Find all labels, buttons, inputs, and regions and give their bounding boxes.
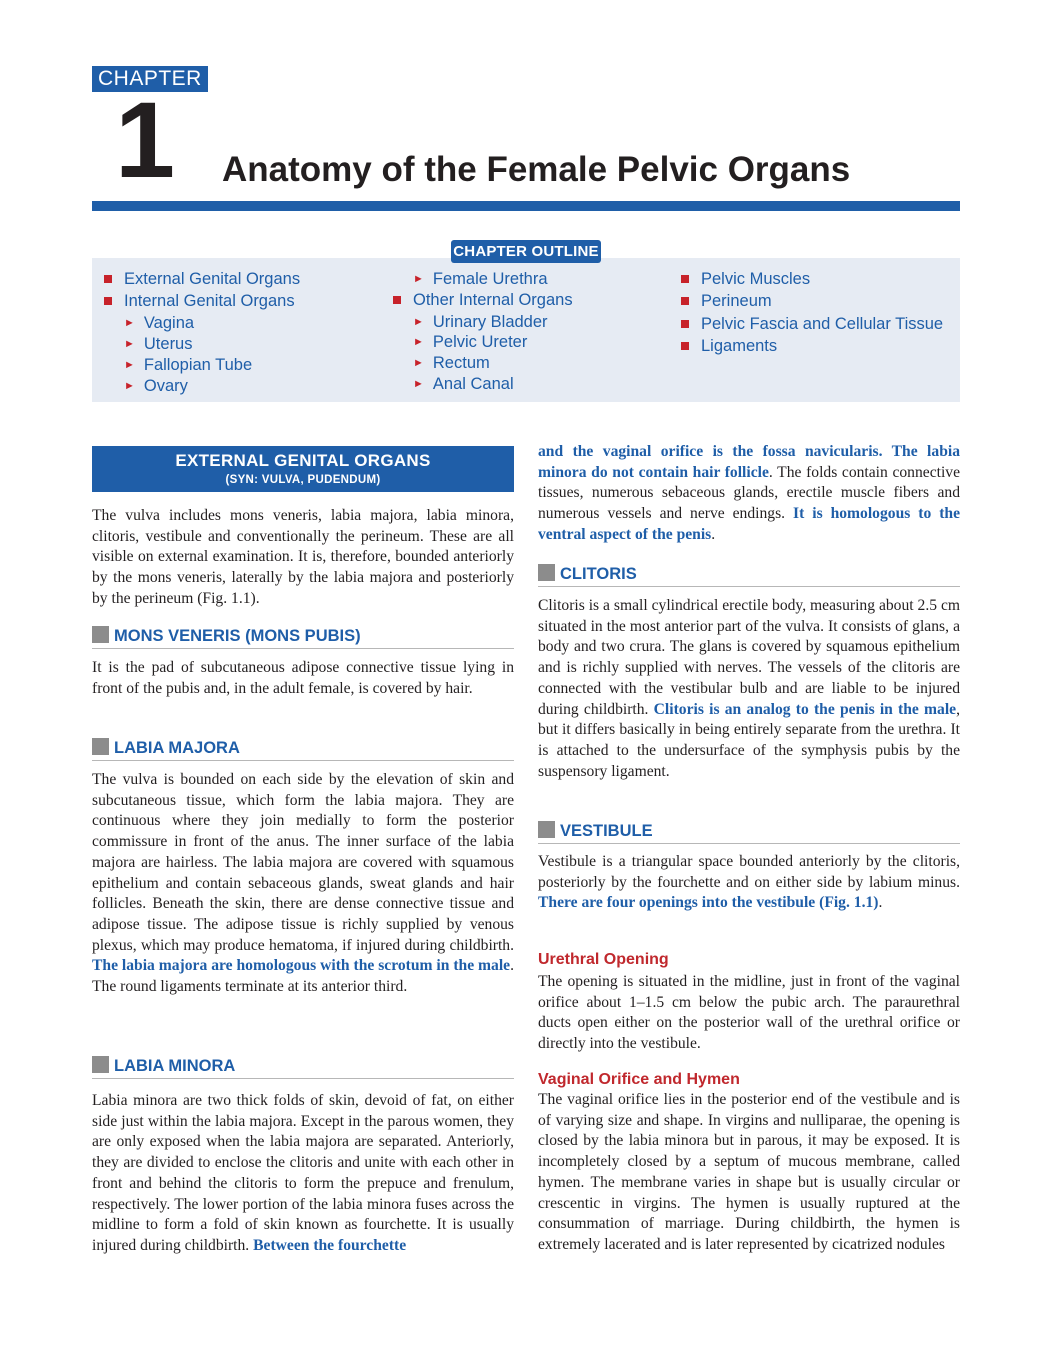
- highlight-text: It is homologous to the ventral aspect of the penis: [538, 505, 960, 543]
- labia-majora-paragraph: The vulva is bounded on each side by the elevation of skin and subcutaneous tissue, which form the labia majora. They are continuous where they join medially to form the posterior commissure in front of the anus. The inner surface of the labia majora are hairless. The labia majora are covered with squamous epithelium and contain sebaceous glands, sweat glands and hair follicles. Beneath the skin, there are dense connective tissue and adipose tissue. The adipose tissue is richly supplied by venous plexus, which may produce hematoma, if injured during childbirth. The labia majora are homologous with the scrotum in the male. The round ligaments terminate at its anterior third.: [92, 771, 514, 996]
- labia-minora-paragraph: Labia minora are two thick folds of skin, devoid of fat, on either side just within the labia majora. Except in the parous women, they are only exposed when the labia majora are separated. Anteriorly, they are divided to enclose the clitoris and unite with each other in front and behind the clitoris to form the prepuce and frenulum, respectively. The lower portion of the labia minora fuses across the midline to form a fold of skin known as fourchette. It is usually injured during childbirth. Between the fourchette: [92, 1092, 514, 1254]
- highlight-text: There are four openings into the vestibule (Fig. 1.1): [538, 894, 879, 912]
- triangle-bullet-icon: ►: [124, 379, 135, 392]
- outline-item: ► Vagina: [124, 314, 195, 332]
- urethral-opening-heading: Urethral Opening: [538, 951, 669, 968]
- chapter-number: 1: [115, 79, 176, 200]
- labia-minora-continued-paragraph: and the vaginal orifice is the fossa navicularis. The labia minora do not contain hair follicle. The folds contain connective tissues, numerous sebaceous glands, erectile muscle fibers and numerous vessels and nerve endings. It is homologous to the ventral aspect of the penis.: [538, 443, 961, 543]
- triangle-bullet-icon: ►: [413, 377, 424, 390]
- highlight-text: and the vaginal orifice is the fossa navicularis. The labia minora do not contain hair follicle: [538, 443, 960, 481]
- outline-item: Other Internal Organs: [393, 290, 573, 310]
- square-bullet-icon: [681, 320, 689, 328]
- chapter-outline-title: CHAPTER OUTLINE: [451, 240, 601, 263]
- intro-paragraph: The vulva includes mons veneris, labia majora, labia minora, clitoris, vestibule and conventionally the perineum. These are all visible on external examination. It is, therefore, bounded anteriorly by the mons veneris, laterally by the labia majora and posteriorly by the perineum (Fig. 1.1).: [92, 507, 514, 607]
- outline-item: Pelvic Muscles: [681, 269, 810, 289]
- outline-item: Pelvic Fascia and Cellular Tissue: [681, 314, 943, 334]
- section-title: EXTERNAL GENITAL ORGANS: [175, 451, 431, 470]
- heading-block-icon: [92, 1056, 109, 1073]
- highlight-text: Clitoris is an analog to the penis in the male: [653, 700, 957, 718]
- highlight-text: Between the fourchette: [253, 1236, 407, 1254]
- outline-item: ► Uterus: [124, 335, 193, 353]
- square-bullet-icon: [681, 342, 689, 350]
- heading-block-icon: [92, 626, 109, 643]
- outline-item: ► Rectum: [413, 354, 490, 372]
- highlight-text: The labia majora are homologous with the scrotum in the male: [92, 957, 511, 975]
- square-bullet-icon: [681, 297, 689, 305]
- outline-item: ► Anal Canal: [413, 375, 514, 393]
- chapter-title: Anatomy of the Female Pelvic Organs: [222, 150, 851, 189]
- clitoris-heading: CLITORIS: [538, 564, 960, 587]
- outline-item: ► Fallopian Tube: [124, 356, 253, 374]
- outline-item: Internal Genital Organs: [104, 291, 295, 311]
- outline-item: Ligaments: [681, 336, 777, 356]
- vaginal-orifice-heading: Vaginal Orifice and Hymen: [538, 1071, 740, 1088]
- triangle-bullet-icon: ►: [124, 316, 135, 329]
- square-bullet-icon: [104, 297, 112, 305]
- square-bullet-icon: [393, 296, 401, 304]
- square-bullet-icon: [104, 275, 112, 283]
- square-bullet-icon: [681, 275, 689, 283]
- triangle-bullet-icon: ►: [413, 356, 424, 369]
- triangle-bullet-icon: ►: [124, 358, 135, 371]
- triangle-bullet-icon: ►: [413, 272, 424, 285]
- heading-block-icon: [92, 738, 109, 755]
- labia-majora-heading: LABIA MAJORA: [92, 738, 514, 761]
- urethral-opening-paragraph: The opening is situated in the midline, just in front of the vaginal orifice about 1–1.5 cm below the pubic arch. The paraurethral ducts open either on the posterior wall of the urethral orifice or directly into the vestibule.: [538, 973, 960, 1053]
- mons-veneris-heading: MONS VENERIS (MONS PUBIS): [92, 626, 514, 649]
- heading-block-icon: [538, 564, 555, 581]
- title-rule: [92, 201, 960, 211]
- labia-minora-heading: LABIA MINORA: [92, 1056, 514, 1079]
- mons-veneris-paragraph: It is the pad of subcutaneous adipose connective tissue lying in front of the pubis and, in the adult female, is covered by hair.: [92, 659, 514, 697]
- triangle-bullet-icon: ►: [413, 315, 424, 328]
- vestibule-heading: VESTIBULE: [538, 821, 960, 844]
- outline-item: ► Pelvic Ureter: [413, 333, 528, 351]
- vaginal-orifice-paragraph: The vaginal orifice lies in the posterior end of the vestibule and is of varying size and shape. In virgins and nulliparae, the opening is closed by the labia minora but in parous, it may be exposed. It is incompletely closed by a septum of mucous membrane, called hymen. The membrane varies in shape but is usually circular or crescentic in virgins. The hymen is usually ruptured at the consummation of marriage. During childbirth, the hymen is extremely lacerated and is later represented by cicatrized nodules: [538, 1091, 960, 1253]
- outline-item: ► Ovary: [124, 377, 188, 395]
- triangle-bullet-icon: ►: [124, 337, 135, 350]
- section-subtitle: (SYN: VULVA, PUDENDUM): [225, 474, 381, 486]
- outline-item: ► Female Urethra: [413, 270, 548, 288]
- heading-block-icon: [538, 821, 555, 838]
- outline-item: Perineum: [681, 291, 772, 311]
- clitoris-paragraph: Clitoris is a small cylindrical erectile body, measuring about 2.5 cm situated in the most anterior part of the vulva. It consists of glans, a body and two crura. The glans is covered by squamous epithelium and is richly supplied with nerves. The vessels of the clitoris are connected with the vestibular bulb and are liable to be injured during childbirth. Clitoris is an analog to the penis in the male, but it differs basically in being entirely separate from the urethra. It is attached to the undersurface of the symphysis pubis by the suspensory ligament.: [538, 597, 960, 780]
- triangle-bullet-icon: ►: [413, 335, 424, 348]
- outline-item: ► Urinary Bladder: [413, 313, 548, 331]
- chapter-label: CHAPTER: [92, 66, 208, 92]
- vestibule-paragraph: Vestibule is a triangular space bounded anteriorly by the clitoris, posteriorly by the fourchette and on either side by labium minus. There are four openings into the vestibule (Fig. 1.1).: [538, 853, 960, 912]
- section-heading-box: [92, 446, 514, 492]
- outline-item: External Genital Organs: [104, 269, 300, 289]
